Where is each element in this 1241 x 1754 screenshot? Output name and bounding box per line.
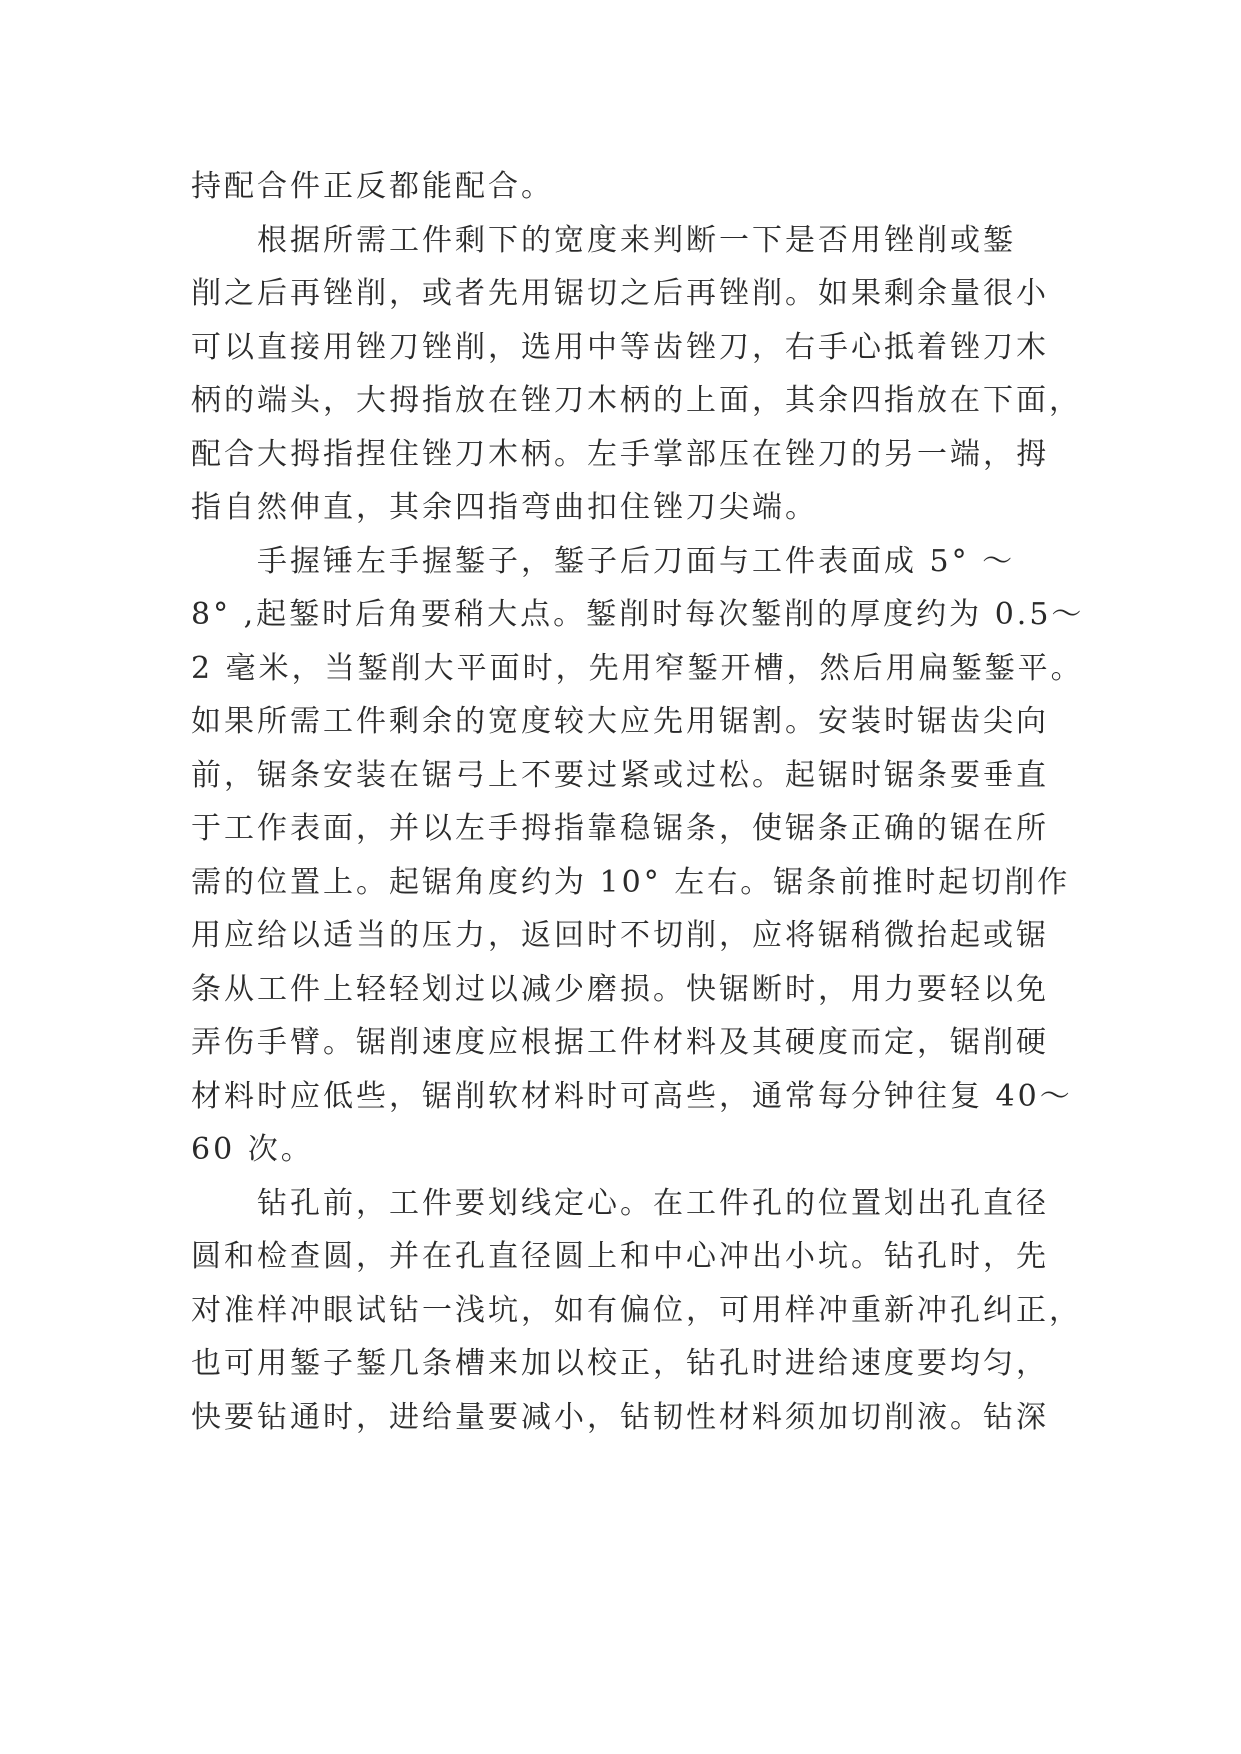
text-line: 指自然伸直，其余四指弯曲扣住锉刀尖端。 [191,490,818,525]
text-line: 削之后再锉削，或者先用锯切之后再锉削。如果剩余量很小 [191,276,1049,311]
body-text [191,160,1085,1444]
text-line: 条从工件上轻轻划过以减少磨损。快锯断时，用力要轻以免 [191,971,1049,1007]
text-line: 持配合件正反都能配合。 [191,169,554,204]
text-line: 8° ,起錾时后角要稍大点。錾削时每次錾削的厚度约为 0.5～ [191,597,1085,632]
text-line: 对准样冲眼试钻一浅坑，如有偏位，可用样冲重新冲孔纠正， [191,1292,1082,1328]
paragraph-first-line: 根据所需工件剩下的宽度来判断一下是否用锉削或錾 [257,222,1016,258]
text-line: 圆和检查圆，并在孔直径圆上和中心冲出小坑。钻孔时，先 [191,1239,1049,1274]
text-line: 于工作表面，并以左手拇指靠稳锯条，使锯条正确的锯在所 [191,811,1049,846]
text-line: 弄伤手臂。锯削速度应根据工件材料及其硬度而定，锯削硬 [191,1025,1049,1060]
text-line: 配合大拇指捏住锉刀木柄。左手掌部压在锉刀的另一端，拇 [191,436,1049,472]
text-line: 柄的端头，大拇指放在锉刀木柄的上面，其余四指放在下面， [191,383,1082,418]
text-line: 可以直接用锉刀锉削，选用中等齿锉刀，右手心抵着锉刀木 [191,329,1049,365]
text-line: 需的位置上。起锯角度约为 10° 左右。锯条前推时起切削作 [191,864,1071,900]
text-line: 材料时应低些，锯削软材料时可高些，通常每分钟往复 40～ [191,1078,1073,1114]
text-line: 60 次。 [191,1132,314,1167]
text-line: 前，锯条安装在锯弓上不要过紧或过松。起锯时锯条要垂直 [191,757,1049,793]
text-line: 2 毫米，当錾削大平面时，先用窄錾开槽，然后用扁錾錾平。 [191,650,1084,686]
paragraph-first-line: 手握锤左手握錾子，錾子后刀面与工件表面成 5° ～ [257,543,1016,579]
text-line: 如果所需工件剩余的宽度较大应先用锯割。安装时锯齿尖向 [191,704,1049,739]
text-line: 用应给以适当的压力，返回时不切削，应将锯稍微抬起或锯 [191,918,1049,953]
paragraph-first-line: 钻孔前，工件要划线定心。在工件孔的位置划出孔直径 [257,1185,1049,1221]
text-line: 也可用錾子錾几条槽来加以校正，钻孔时进给速度要均匀， [191,1346,1049,1381]
text-line: 快要钻通时，进给量要减小，钻韧性材料须加切削液。钻深 [191,1399,1049,1435]
